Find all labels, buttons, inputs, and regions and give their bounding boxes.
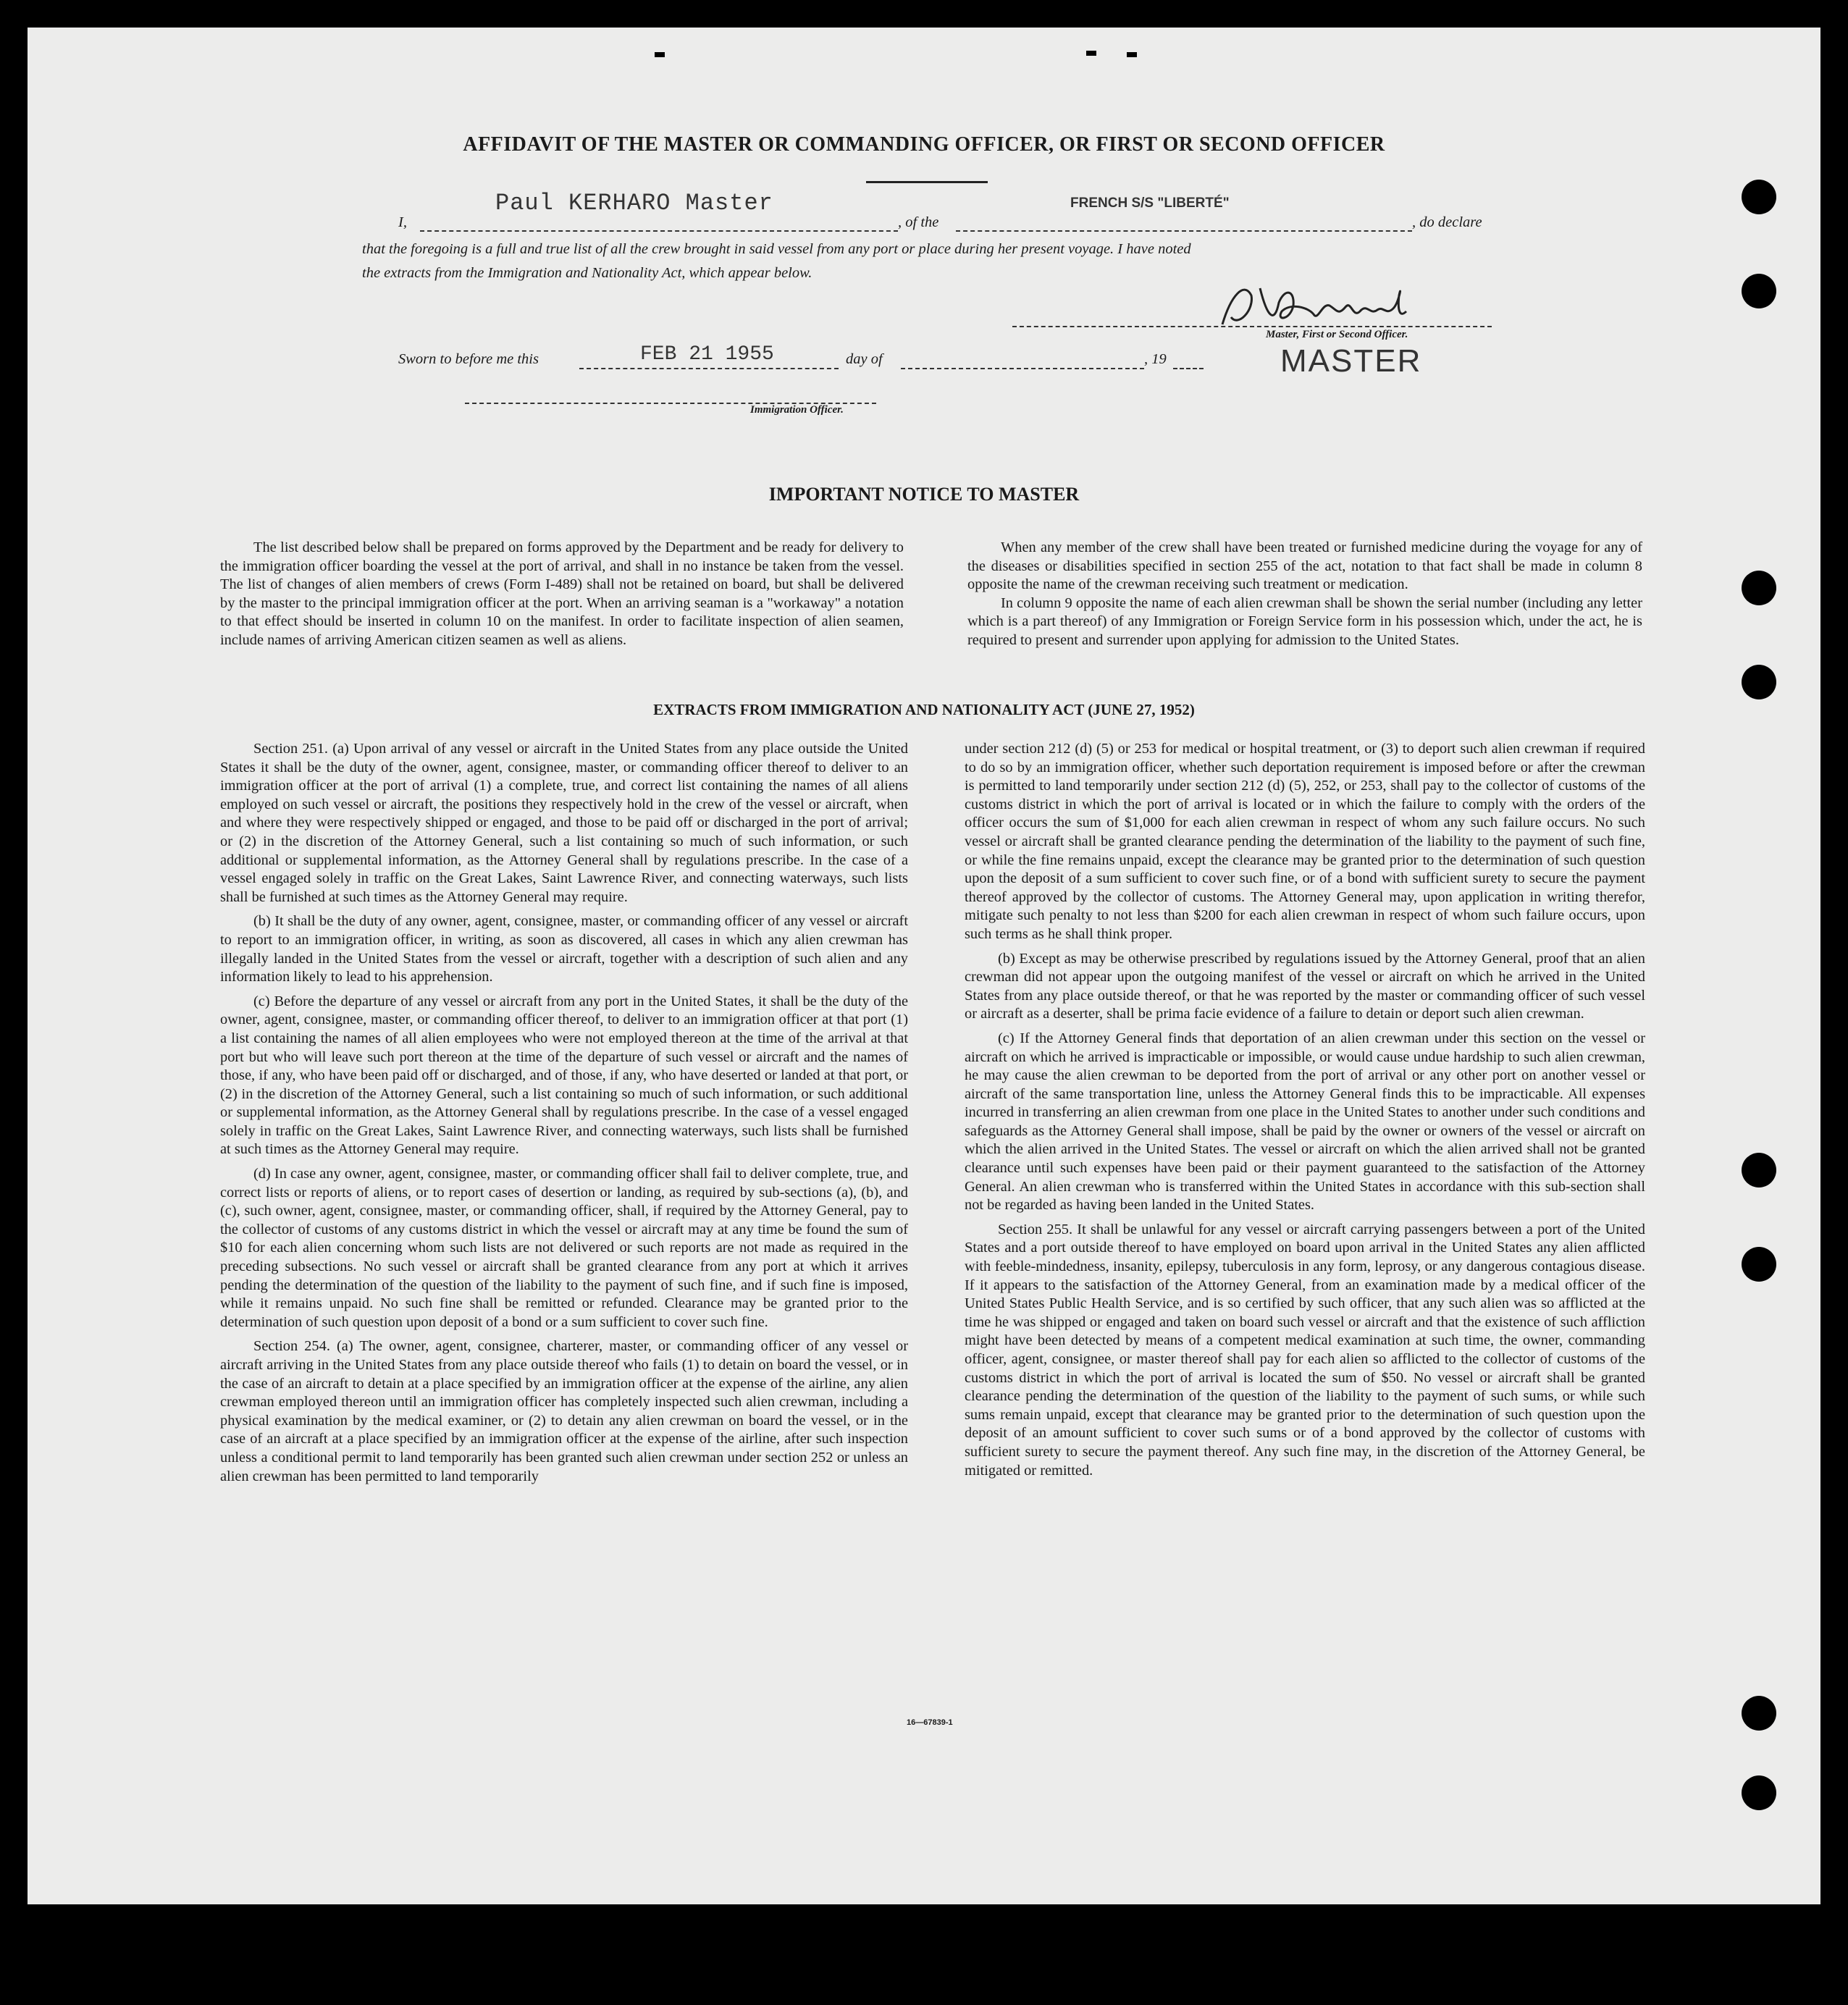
i-label: I, bbox=[398, 214, 407, 230]
year-line bbox=[1173, 368, 1204, 369]
section-paragraph: Section 251. (a) Upon arrival of any vessel or aircraft in the United States from any place outside the United States it shall be the duty of the owner, agent, consignee, master, or commanding officer thereof to deliver to an immigration officer at the port of arrival (1) a complete, true, and correct list containing the names of all aliens employed on such vessel or aircraft, the positions they respectively hold in the crew of the vessel or aircraft, when and where they were respectively shipped or engaged, and those to be paid off or discharged in the port of arrival; or (2) in the discretion of the Attorney General, such a list containing so much of such information, or such additional or supplemental information, as the Attorney General shall by regulations prescribe. In the case of a vessel engaged solely in traffic on the Great Lakes, Saint Lawrence River, and connecting waterways, such lists shall be furnished at such times as the Attorney General may require. bbox=[220, 741, 908, 905]
officer-caption: Master, First or Second Officer. bbox=[1266, 329, 1408, 340]
statement-line-2: the extracts from the Immigration and Nationality Act, which appear below. bbox=[362, 265, 812, 281]
day-of-label: day of bbox=[846, 351, 883, 367]
section-paragraph: (d) In case any owner, agent, consignee, master, or commanding officer shall fail to deliver complete, true, and correct lists or reports of aliens, or to report cases of desertion or landing, as required by sub-sections (a), (b), and (c), such owner, agent, consignee, master, or commanding officer, shall, if required by the Attorney General, pay to the collector of customs of any customs district in which the vessel or aircraft may at any time be found the sum of $10 for each alien concerning whom such lists are not delivered or such reports are not made as required in the preceding subsections. No such vessel or aircraft shall be granted clearance from any port at which it arrives pending the determination of the question of the liability to the payment of such fine, and if such fine is imposed, while it remains unpaid. No such fine shall be remitted or refunded. Clearance may be granted prior to the determination of such question upon deposit of a bond or a sum sufficient to cover such fine. bbox=[220, 1166, 908, 1330]
extracts-title: EXTRACTS FROM IMMIGRATION AND NATIONALITY ACT (JUNE 27, 1952) bbox=[653, 701, 1195, 718]
notice-paragraph: When any member of the crew shall have been treated or furnished medicine during the voyage for any of the diseases or disabilities specified in section 255 of the act, notation to that fact shall be made in column 8 opposite the name of the crewman receiving such treatment or medication. bbox=[967, 539, 1642, 593]
scan-mark bbox=[1086, 51, 1096, 56]
punch-hole bbox=[1742, 180, 1776, 214]
section-paragraph: Section 254. (a) The owner, agent, consignee, charterer, master, or commanding officer of any vessel or aircraft arriving in the United States from any place outside thereof who fails (1) to detain on board the vessel, or in the case of an aircraft to detain at a place specified by an immigration officer at the expense of the airline, any alien crewman employed thereon until an immigration officer has completely inspected such alien crewman, including a physical examination by the medical examiner, or (2) to detain any alien crewman on board the vessel, or in the case of an aircraft at a place specified by an immigration officer at the expense of the airline, after such inspection unless a conditional permit to land temporarily has been granted such alien crewman under section 252 or unless an alien crewman has been permitted to land temporarily bbox=[220, 1338, 908, 1484]
affidavit-title: AFFIDAVIT OF THE MASTER OR COMMANDING OFFICER, OR FIRST OR SECOND OFFICER bbox=[463, 133, 1385, 156]
sworn-label: Sworn to before me this bbox=[398, 351, 539, 367]
year-prefix: , 19 bbox=[1144, 351, 1167, 367]
master-stamp: MASTER bbox=[1280, 343, 1422, 379]
notice-paragraph: The list described below shall be prepared on forms approved by the Department and be ready for delivery to the immigration officer boarding the vessel at the port of arrival, and shall in no instance be taken from the vessel. The list of changes of alien members of crews (Form I-489) shall not be retained on board, but shall be delivered by the master to the principal immigration officer at the port. When an arriving seaman is a "workaway" a notation to that effect should be inserted in column 10 on the manifest. In order to facilitate inspection of alien seamen, include names of arriving American citizen seamen as well as aliens. bbox=[220, 539, 904, 648]
month-line bbox=[901, 368, 1144, 369]
punch-hole bbox=[1742, 1696, 1776, 1731]
notice-right-column bbox=[967, 539, 1642, 650]
immigration-officer-caption: Immigration Officer. bbox=[750, 404, 844, 416]
sworn-date: FEB 21 1955 bbox=[640, 343, 774, 366]
scan-mark bbox=[655, 52, 665, 57]
extracts-right-column bbox=[965, 740, 1645, 1486]
vessel-line bbox=[956, 230, 1412, 232]
scan-mark bbox=[1127, 52, 1137, 57]
master-name: Paul KERHARO Master bbox=[495, 190, 773, 217]
title-rule bbox=[866, 181, 988, 183]
section-paragraph: (c) Before the departure of any vessel or aircraft from any port in the United States, it shall be the duty of the owner, agent, consignee, master, or commanding officer thereof, to deliver to an immigration officer at that port (1) a list containing the names of all alien employees who were not employed thereon at the time of the arrival at that port but who will leave such port thereon at the time of the departure of such vessel or aircraft and the names of those, if any, who have been paid off or discharged, and of those, if any, who have deserted or landed at that port, or (2) in the discretion of the Attorney General, such a list containing so much of such information, or such additional or supplemental information, as the Attorney General shall by regulations prescribe. In the case of a vessel engaged solely in traffic on the Great Lakes, Saint Lawrence River, and connecting waterways, such lists shall be furnished at such times as the Attorney General may require. bbox=[220, 993, 908, 1158]
section-paragraph: (c) If the Attorney General finds that deportation of an alien crewman under this section on the vessel or aircraft on which he arrived is impracticable or impossible, or would cause undue hardship to such alien crewman, he may cause the alien crewman to be deported from the port of arrival or any other port on another vessel or aircraft of the same transportation line, unless the Attorney General finds this to be impracticable. All expenses incurred in transferring an alien crewman from one place in the United States to another under such conditions and safeguards as the Attorney General shall impose, shall be paid by the owner or owners of the vessel or aircraft on which the alien arrived in the United States. The vessel or aircraft on which the alien arrived shall not be granted clearance until such expenses have been paid or their payment guaranteed to the satisfaction of the Attorney General. An alien crewman who is transferred within the United States in accordance with this sub-section shall not be regarded as having been landed in the United States. bbox=[965, 1030, 1645, 1214]
do-declare-label: , do declare bbox=[1412, 214, 1482, 230]
sworn-date-line bbox=[579, 368, 839, 369]
section-paragraph: under section 212 (d) (5) or 253 for medical or hospital treatment, or (3) to deport such alien crewman if required to do so by an immigration officer, whether such deportation requirement is imposed before or after the crewman is permitted to land temporarily under section 212 (d) (5), 252, or 253, shall pay to the collector of customs of the customs district in which the port of arrival is located or in which the failure to comply with the orders of the officer occurs the sum of $1,000 for each alien crewman in respect of whom any such failure occurs. No such vessel or aircraft shall be granted clearance pending the determination of the liability to the payment of such fine, or while the fine remains unpaid, except the clearance may be granted prior to the determination of such question upon the deposit of a sum sufficient to cover such fine, or of a bond with sufficient surety to secure the payment thereof approved by the collector of customs. The Attorney General may, upon application in writing therefor, mitigate such penalty to not less than $200 for each alien crewman in respect of whom such failure occurs, upon such terms as he shall think proper. bbox=[965, 741, 1645, 942]
section-paragraph: Section 255. It shall be unlawful for any vessel or aircraft carrying passengers between a port of the United States and a port outside thereof to have employed on board upon arrival in the United States any alien afflicted with feeble-mindedness, insanity, epilepsy, tuberculosis in any form, leprosy, or any dangerous contagious disease. If it appears to the satisfaction of the Attorney General, from an examination made by a medical officer of the United States Public Health Service, and is so certified by such officer, that any such alien was so afflicted at the time he was shipped or engaged and taken on board such vessel or aircraft and that the existence of such affliction might have been detected by means of a competent medical examination at such time, the owner, commanding officer, agent, consignee, or master thereof shall pay for each alien so afflicted to the collector of customs of the customs district in which the port of arrival is located the sum of $50. No vessel or aircraft shall be granted clearance pending the determination of the question of the liability to the payment of such sums, or while such sums remain unpaid, except that clearance may be granted prior to the determination of such question upon the deposit of an amount sufficient to cover such sums or of a bond approved by the collector of customs with sufficient surety to secure the payment thereof. Any such fine may, in the discretion of the Attorney General, be mitigated or remitted. bbox=[965, 1221, 1645, 1479]
extracts-left-column bbox=[220, 740, 908, 1492]
section-paragraph: (b) Except as may be otherwise prescribed by regulations issued by the Attorney General, proof that an alien crewman did not appear upon the outgoing manifest of the vessel or aircraft on which he arrived in the United States from any place outside thereof, or that he was reported by the master or commanding officer of such vessel or aircraft as a deserter, shall be prima facie evidence of a failure to detain or deport such alien crewman. bbox=[965, 950, 1645, 1022]
punch-hole bbox=[1742, 274, 1776, 308]
of-the-label: , of the bbox=[898, 214, 939, 230]
officer-signature-line bbox=[1012, 326, 1492, 327]
vessel-name: FRENCH S/S "LIBERTÉ" bbox=[1070, 196, 1230, 211]
notice-title: IMPORTANT NOTICE TO MASTER bbox=[768, 484, 1080, 505]
punch-hole bbox=[1742, 571, 1776, 605]
section-paragraph: (b) It shall be the duty of any owner, agent, consignee, master, or commanding officer of any vessel or aircraft to report to an immigration officer, in writing, as soon as discovered, all cases in which any alien crewman has illegally landed in the United States from the vessel or aircraft, together with a description of such alien and any information likely to lead to his apprehension. bbox=[220, 913, 908, 985]
punch-hole bbox=[1742, 1247, 1776, 1282]
notice-paragraph: In column 9 opposite the name of each alien crewman shall be shown the serial number (including any letter which is a part thereof) of any Immigration or Foreign Service form in his possession which, under the act, he is required to present and surrender upon applying for admission to the United States. bbox=[967, 594, 1642, 648]
name-line bbox=[420, 230, 898, 232]
form-code: 16—67839-1 bbox=[907, 1718, 953, 1727]
notice-left-column bbox=[220, 539, 904, 650]
punch-hole bbox=[1742, 1775, 1776, 1810]
punch-hole bbox=[1742, 665, 1776, 699]
punch-hole bbox=[1742, 1153, 1776, 1188]
statement-line-1: that the foregoing is a full and true list of all the crew brought in said vessel from any port or place during her present voyage. I have noted bbox=[362, 241, 1191, 257]
